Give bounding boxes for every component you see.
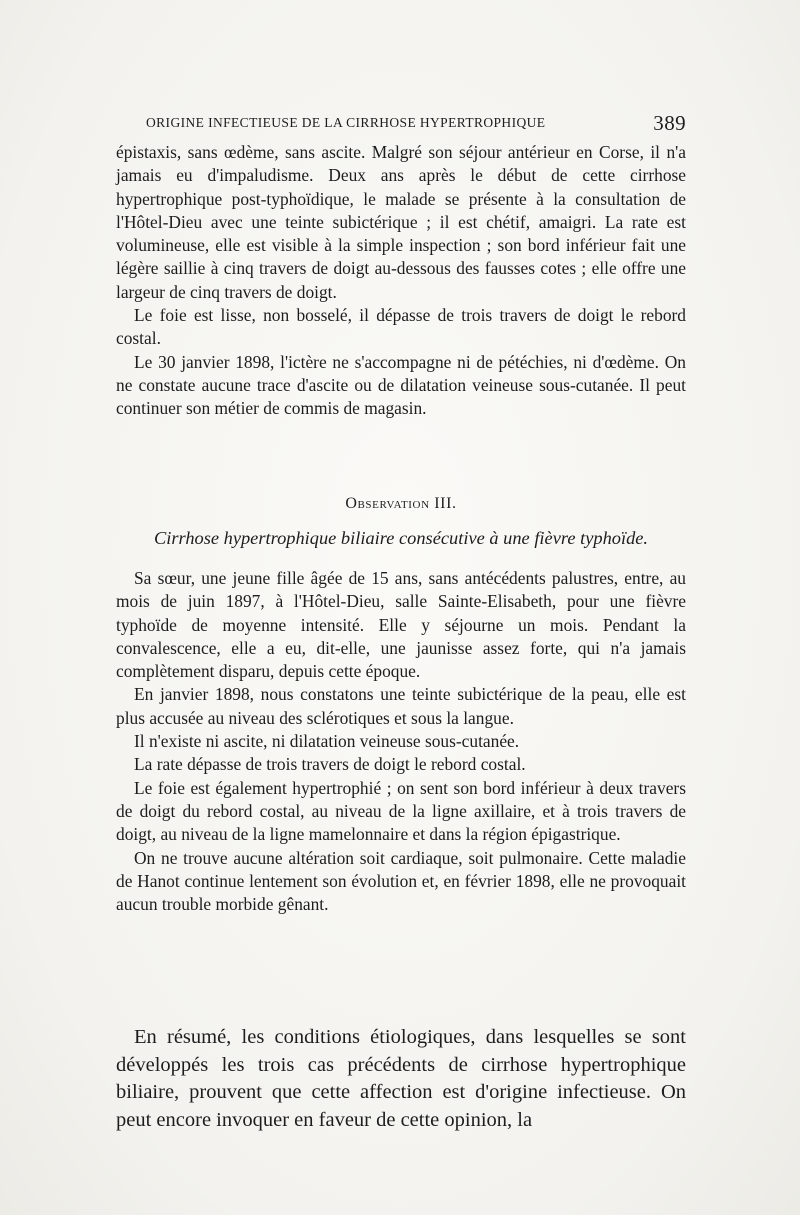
paragraph: Sa sœur, une jeune fille âgée de 15 ans, sans antécédents palustres, entre, au mois de juin 1897, à l'Hôtel-Dieu, salle Sainte-Elisabeth, pour une fièvre typhoïde de moyenne intensité. Elle y séjourne un mois. Pendant la convalescence, elle a eu, dit-elle, une jaunisse assez forte, qui n'a jamais complètement disparu, depuis cette époque. [116,568,686,682]
paragraph: En résumé, les conditions étiologiques, dans lesquelles se sont développés les trois cas précédents de cirrhose hypertrophique biliaire, prouvent que cette affection est d'origine infectieuse. On peut encore invoquer en faveur de cette opinion, la [116,1026,686,1131]
paragraph: épistaxis, sans œdème, sans ascite. Malgré son séjour antérieur en Corse, il n'a jamais eu d'impaludisme. Deux ans après le début de cette cirrhose hypertrophique post-typhoïdique, le malade se présente à la consultation de l'Hôtel-Dieu avec une teinte subictérique ; il est chétif, amaigri. La rate est volumineuse, elle est visible à la simple inspection ; son bord inférieur fait une légère saillie à cinq travers de doigt au-dessous des fausses cotes ; elle offre une largeur de cinq travers de doigt. [116,142,686,302]
page-number: 389 [653,111,686,135]
paragraph: On ne trouve aucune altération soit cardiaque, soit pulmonaire. Cette maladie de Hanot continue lentement son évolution et, en février 1898, elle ne provoquait aucun trouble morbide gênant. [116,847,686,915]
case-continuation [116,141,686,421]
observation-title: Observation III. [345,495,457,512]
observation-body [116,567,686,916]
conclusion [116,1024,686,1134]
paragraph: Il n'existe ni ascite, ni dilatation veineuse sous-cutanée. [134,731,520,752]
paragraph: En janvier 1898, nous constatons une teinte subictérique de la peau, elle est plus accusée au niveau des sclérotiques et sous la langue. [116,684,686,728]
paragraph: Le 30 janvier 1898, l'ictère ne s'accompagne ni de pétéchies, ni d'œdème. On ne constate aucune trace d'ascite ou de dilatation veineuse sous-cutanée. Il peut continuer son métier de commis de magasin. [116,351,686,419]
running-header [146,111,686,137]
paragraph: Le foie est lisse, non bosselé, il dépasse de trois travers de doigt le rebord costal. [116,305,686,349]
paragraph: La rate dépasse de trois travers de doigt le rebord costal. [134,754,526,775]
paragraph: Le foie est également hypertrophié ; on sent son bord inférieur à deux travers de doigt du rebord costal, au niveau de la ligne axillaire, et à trois travers de doigt, au niveau de la ligne mamelonnaire et dans la région épigastrique. [116,777,686,845]
observation-subtitle: Cirrhose hypertrophique biliaire consécutive à une fièvre typhoïde. [153,528,649,548]
running-title: ORIGINE INFECTIEUSE DE LA CIRRHOSE HYPERTROPHIQUE [146,115,546,130]
